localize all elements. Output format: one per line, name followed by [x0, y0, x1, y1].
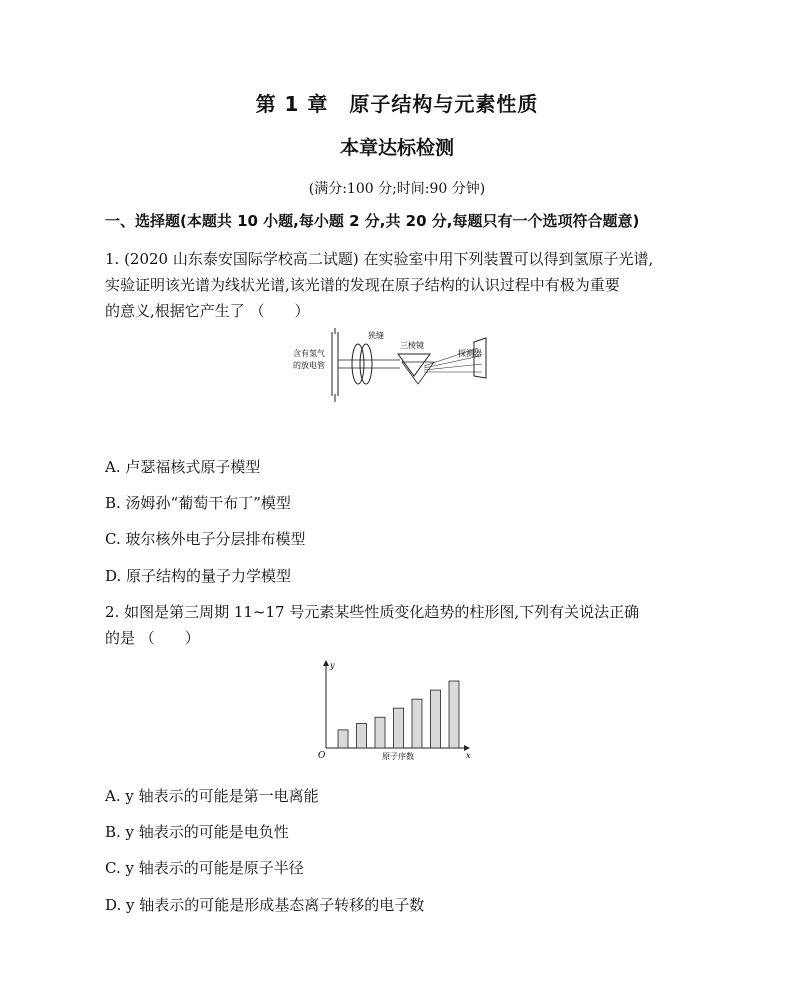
q2-option-d[interactable]: D. y 轴表示的可能是形成基态离子转移的电子数 [105, 896, 425, 914]
y-axis-label: y [330, 661, 335, 670]
detector-label: 探测器 [458, 349, 482, 358]
tube-label-1: 含有氢气 [293, 349, 325, 358]
bar-6 [431, 690, 441, 748]
q1-line-2: 实验证明该光谱为线状光谱,该光谱的发现在原子结构的认识过程中有极为重要 [105, 276, 620, 294]
q1-option-d[interactable]: D. 原子结构的量子力学模型 [105, 567, 292, 585]
q1-option-b[interactable]: B. 汤姆孙“葡萄干布丁”模型 [105, 494, 291, 512]
q1-line-1: 1. (2020 山东泰安国际学校高二试题) 在实验室中用下列装置可以得到氢原子光谱, [105, 250, 654, 268]
score-time-info: (满分:100 分;时间:90 分钟) [308, 181, 486, 197]
chapter-title: 第 1 章 原子结构与元素性质 [255, 92, 539, 116]
bar-7 [449, 681, 459, 748]
q2-option-b[interactable]: B. y 轴表示的可能是电负性 [105, 823, 289, 841]
q2-line-2: 的是 （ ） [105, 629, 200, 647]
bar-3 [375, 717, 385, 748]
bar-4 [394, 708, 404, 748]
q2-option-a[interactable]: A. y 轴表示的可能是第一电离能 [105, 787, 319, 805]
y-axis-arrow [323, 660, 329, 666]
x-axis-symbol: x [466, 751, 471, 760]
spectroscope-figure [290, 326, 500, 406]
x-axis-label: 原子序数 [382, 752, 414, 761]
prism-label: 三棱镜 [400, 341, 424, 350]
q1-option-a[interactable]: A. 卢瑟福核式原子模型 [105, 458, 261, 476]
q2-line-1: 2. 如图是第三周期 11~17 号元素某些性质变化趋势的柱形图,下列有关说法正确 [105, 603, 640, 621]
bar-2 [357, 724, 367, 748]
q2-option-c[interactable]: C. y 轴表示的可能是原子半径 [105, 859, 304, 877]
q1-line-3: 的意义,根据它产生了 （ ） [105, 302, 310, 320]
origin-label: O [318, 751, 326, 761]
bar-5 [412, 699, 422, 748]
slit-label: 狭缝 [368, 331, 384, 340]
q1-option-c[interactable]: C. 玻尔核外电子分层排布模型 [105, 530, 306, 548]
tube-label-2: 的放电管 [293, 361, 325, 370]
bar-chart [314, 658, 480, 766]
section-heading: 一、选择题(本题共 10 小题,每小题 2 分,共 20 分,每题只有一个选项符合题意) [105, 212, 640, 230]
bar-1 [338, 730, 348, 748]
test-subtitle: 本章达标检测 [339, 137, 454, 159]
